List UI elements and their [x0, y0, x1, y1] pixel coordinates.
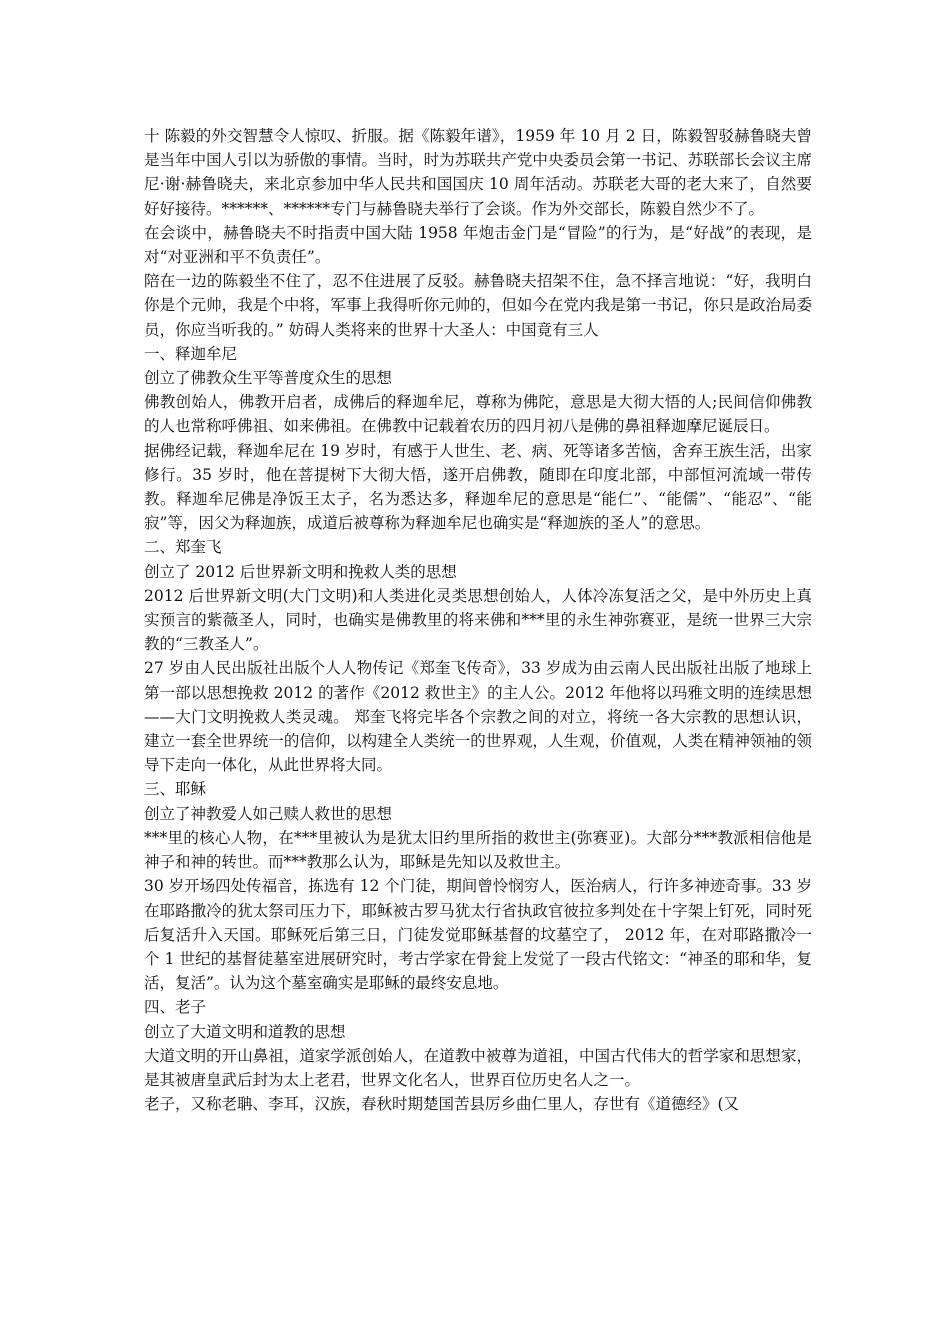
- paragraph-jesus-1: ***里的核心人物，在***里被认为是犹太旧约里所指的救世主(弥赛亚)。大部分***教派相信他是神子和神的转世。而***教那么认为，耶稣是先知以及救世主。: [144, 828, 812, 872]
- section-heading-4: 四、老子: [144, 998, 207, 1017]
- document-body: [144, 124, 812, 1116]
- paragraph-talks: 在会谈中，赫鲁晓夫不时指责中国大陆 1958 年炮击金门是“冒险”的行为，是“好战”的表现，是对“对亚洲和平不负责任”。: [144, 223, 812, 267]
- paragraph-chen-yi-intro: 十 陈毅的外交智慧令人惊叹、折服。据《陈毅年谱》，1959 年 10 月 2 日，陈毅智驳赫鲁晓夫曾是当年中国人引以为骄傲的事情。当时，时为苏联共产党中央委员会第一书记、苏联部长会议主席尼·谢·赫鲁晓夫，来北京参加中华人民共和国国庆 10 周年活动。苏联老大哥的老大来了，自然要好好接待。******、******专门与赫鲁晓夫举行了会谈。作为外交部长，陈毅自然少不了。: [144, 127, 812, 218]
- section-heading-1: 一、释迦牟尼: [144, 344, 238, 363]
- section-subheading-3: 创立了神教爱人如己赎人救世的思想: [144, 804, 393, 823]
- paragraph-laozi-2: 老子，又称老聃、李耳，汉族，春秋时期楚国苦县厉乡曲仁里人，存世有《道德经》(又: [144, 1095, 740, 1114]
- paragraph-buddha-2: 据佛经记载，释迦牟尼在 19 岁时，有感于人世生、老、病、死等诸多苦恼，舍弃王族生活，出家修行。35 岁时，他在菩提树下大彻大悟，遂开启佛教，随即在印度北部，中部恒河流域一带传教。释迦牟尼佛是净饭王太子，名为悉达多，释迦牟尼的意思是“能仁”、“能儒”、“能忍”、“能寂”等，因父为释迦族，成道后被尊称为释迦牟尼也确实是“释迦族的圣人”的意思。: [144, 441, 812, 533]
- paragraph-zheng-2: 27 岁由人民出版社出版个人人物传记《郑奎飞传奇》，33 岁成为由云南人民出版社出版了地球上第一部以思想挽救 2012 的著作《2012 救世主》的主人公。2012 年他将以玛雅文明的连续思想——大门文明挽救人类灵魂。 郑奎飞将完毕各个宗教之间的对立，将统一各大宗教的思想认识，建立一套全世界统一的信仰，以构建全人类统一的世界观，人生观，价值观，人类在精神领袖的领导下走向一体化，从此世界将大同。: [144, 659, 812, 775]
- paragraph-rebuttal: 陪在一边的陈毅坐不住了，忍不住进展了反驳。赫鲁晓夫招架不住，急不择言地说：“好，我明白你是个元帅，我是个中将，军事上我得听你元帅的，但如今在党内我是第一书记，你只是政治局委员，你应当听我的。” 妨碍人类将来的世界十大圣人：中国竟有三人: [144, 272, 812, 339]
- paragraph-zheng-1: 2012 后世界新文明(大门文明)和人类进化灵类思想创始人，人体冷冻复活之父，是中外历史上真实预言的紫薇圣人，同时，也确实是佛教里的将来佛和***里的永生神弥赛亚，是统一世界三大宗教的“三教圣人”。: [144, 586, 812, 654]
- paragraph-laozi-1: 大道文明的开山鼻祖，道家学派创始人，在道教中被尊为道祖，中国古代伟大的哲学家和思想家，是其被唐皇武后封为太上老君，世界文化名人，世界百位历史名人之一。: [144, 1046, 812, 1089]
- section-heading-3: 三、耶稣: [144, 780, 207, 799]
- paragraph-buddha-1: 佛教创始人，佛教开启者，成佛后的释迦牟尼，尊称为佛陀，意思是大彻大悟的人;民间信仰佛教的人也常称呼佛祖、如来佛祖。在佛教中记载着农历的四月初八是佛的鼻祖释迦摩尼诞辰日。: [144, 393, 812, 436]
- section-heading-2: 二、郑奎飞: [144, 538, 222, 557]
- section-subheading-2: 创立了 2012 后世界新文明和挽救人类的思想: [144, 562, 457, 581]
- paragraph-jesus-2: 30 岁开场四处传福音，拣选有 12 个门徒，期间曾怜悯穷人，医治病人，行许多神迹奇事。33 岁在耶路撒冷的犹太祭司压力下，耶稣被古罗马犹太行省执政官彼拉多判处在十字架上钉死，同时死后复活升入天国。耶稣死后第三日，门徒发觉耶稣基督的坟墓空了， 2012 年，在对耶路撒冷一个 1 世纪的基督徒墓室进展研究时，考古学家在骨瓮上发觉了一段古代铭文：“神圣的耶和华，复活，复活”。认为这个墓室确实是耶稣的最终安息地。: [144, 877, 812, 993]
- section-subheading-4: 创立了大道文明和道教的思想: [144, 1022, 346, 1041]
- section-subheading-1: 创立了佛教众生平等普度众生的思想: [144, 369, 393, 388]
